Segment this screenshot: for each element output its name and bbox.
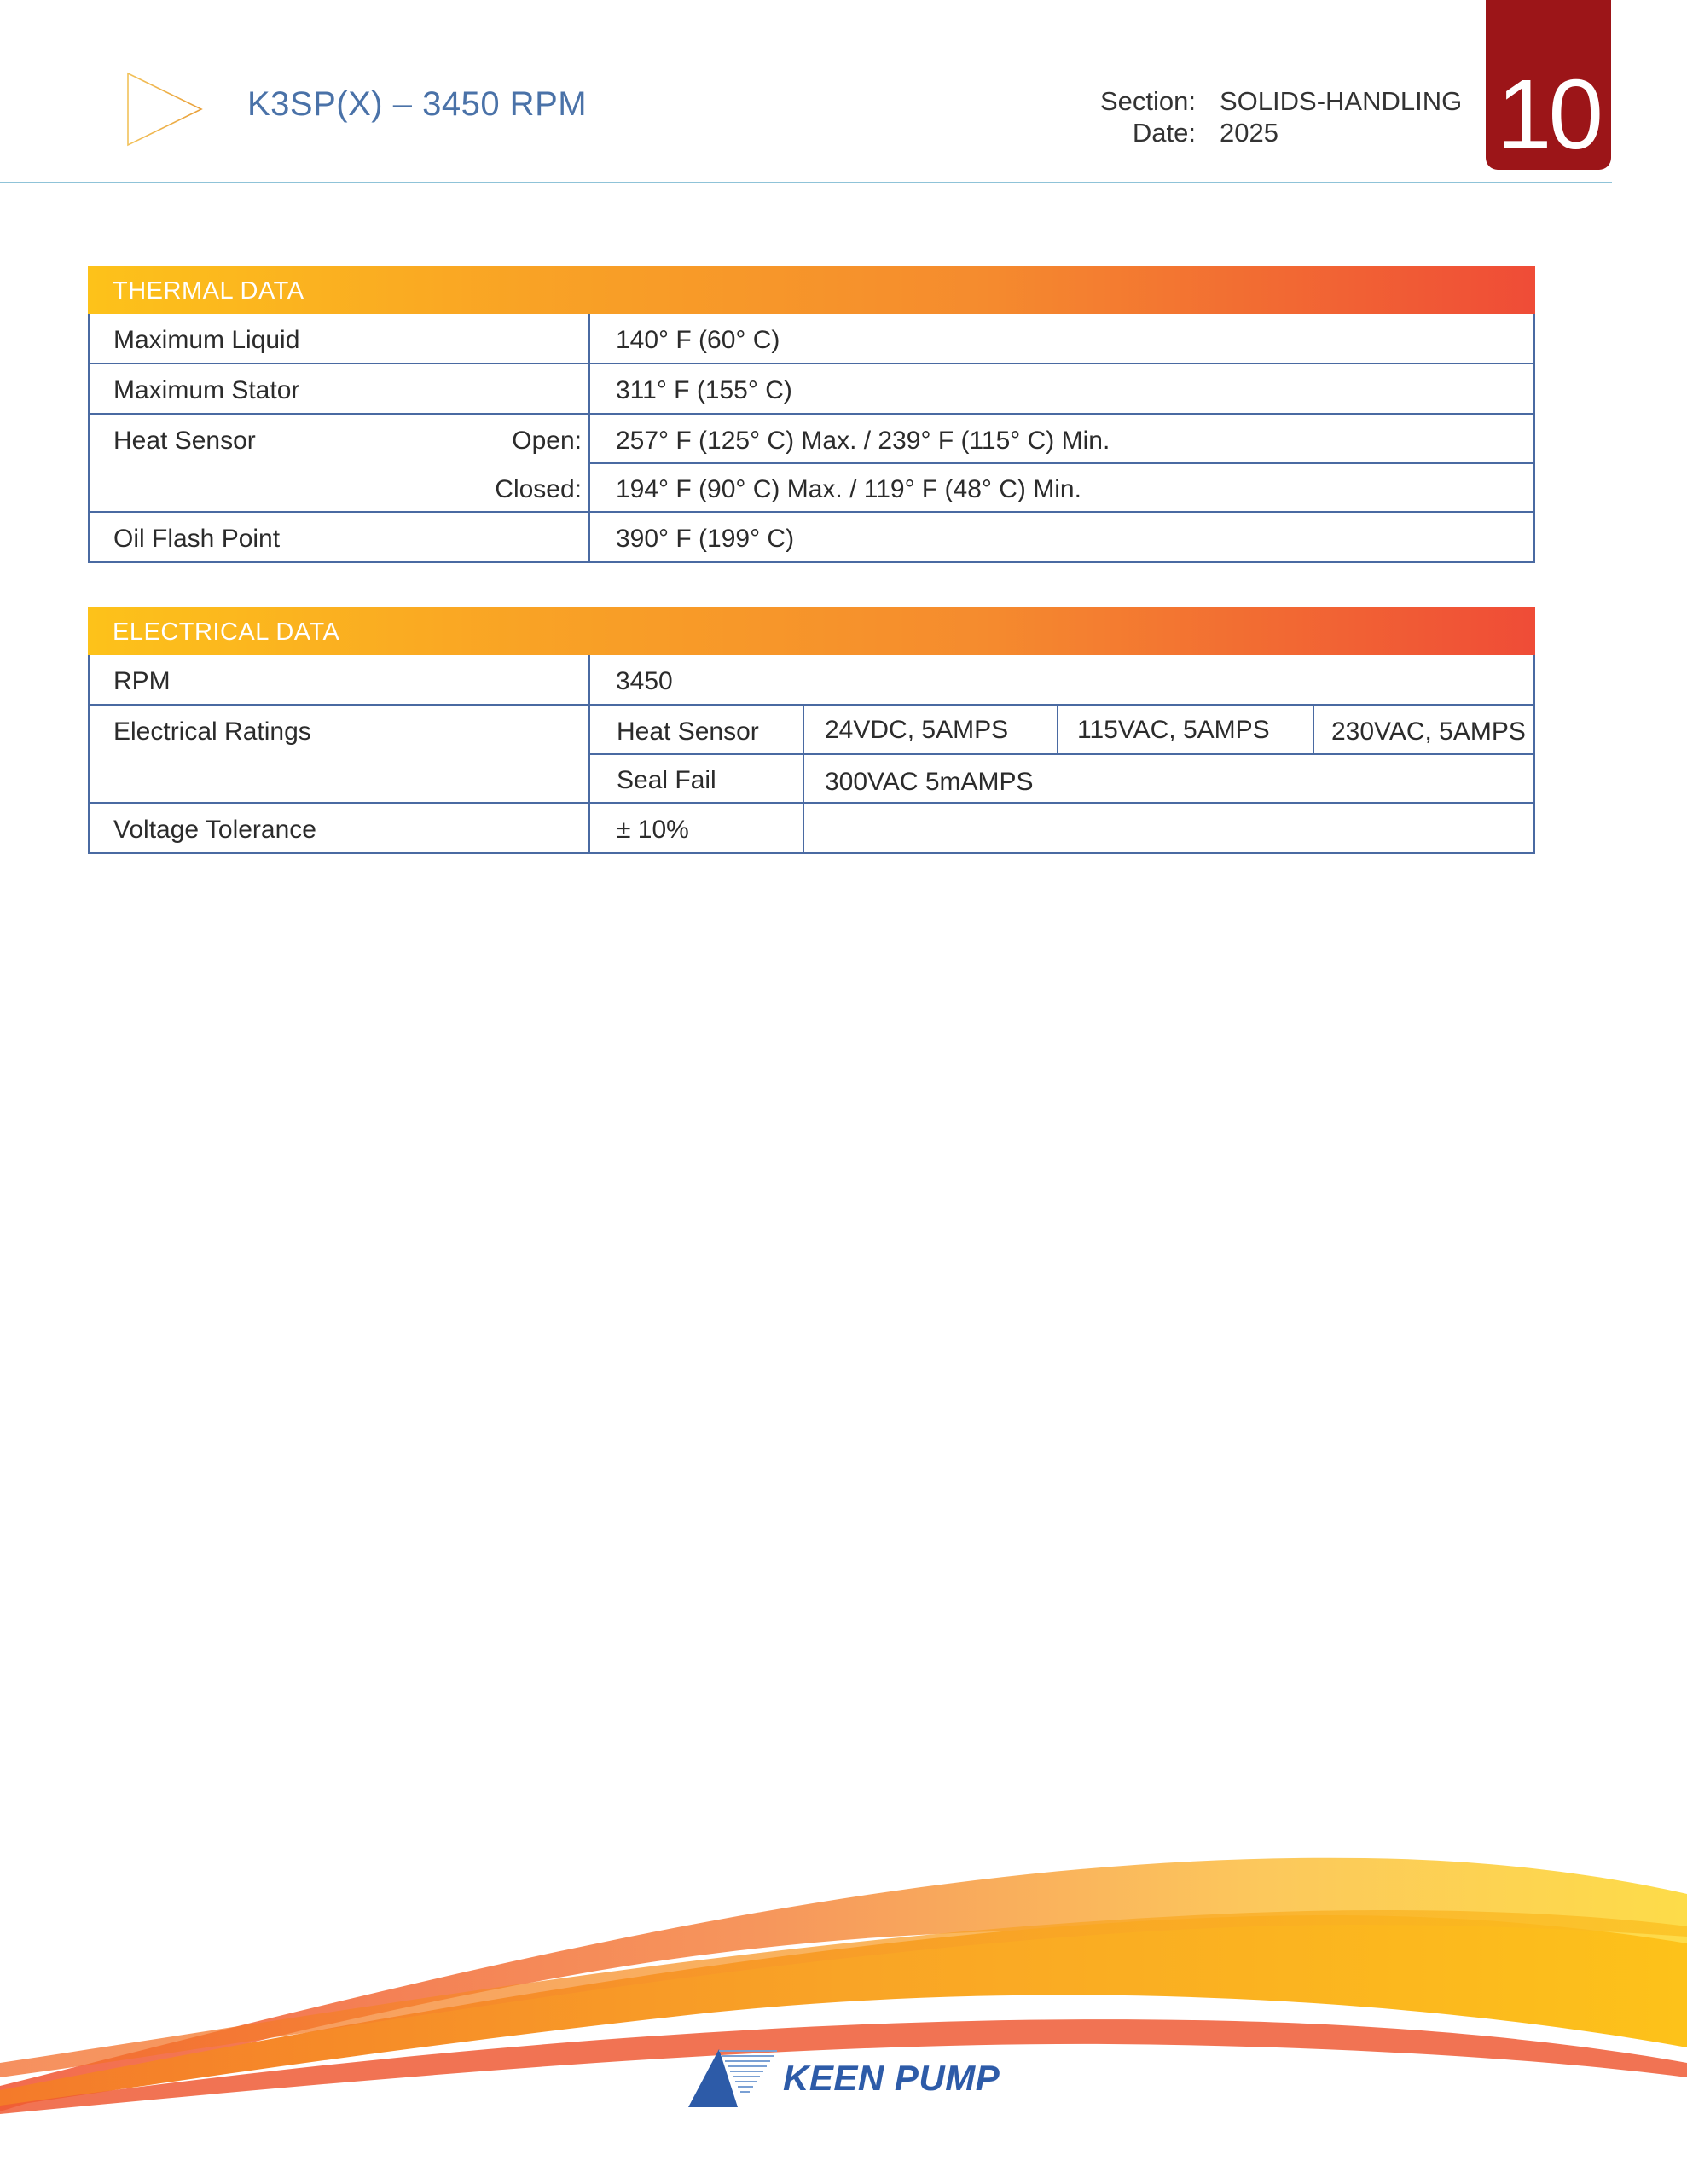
table-row: [88, 655, 1535, 706]
closed-value: 194° F (90° C) Max. / 119° F (48° C) Min.: [616, 475, 1081, 503]
row-label: Oil Flash Point: [113, 525, 281, 553]
thermal-data-table: [88, 266, 1535, 563]
document-title: K3SP(X) – 3450 RPM: [247, 85, 588, 123]
row-label: Voltage Tolerance: [113, 816, 316, 844]
row-value: 311° F (155° C): [616, 376, 792, 404]
section-number-badge: [1486, 0, 1611, 170]
meta-values: [1220, 85, 1462, 148]
table-row: [88, 364, 1535, 415]
voltage-value: ± 10%: [617, 816, 689, 844]
heat-sensor-rating: 24VDC, 5AMPS: [825, 716, 1009, 744]
date-value: 2025: [1220, 118, 1278, 148]
triangle-lines-icon: [126, 72, 203, 147]
table-row: [88, 415, 1535, 513]
open-label: Open:: [512, 427, 582, 455]
table-row: [88, 706, 1535, 804]
section-number: 10: [1496, 59, 1601, 170]
thermal-data-heading: THERMAL DATA: [88, 266, 1535, 314]
electrical-data-table: [88, 607, 1535, 854]
table-row: [88, 513, 1535, 563]
keen-pump-logo-icon: [687, 2048, 780, 2109]
header-divider: [0, 182, 1612, 183]
section-value: SOLIDS-HANDLING: [1220, 86, 1463, 116]
row-label: Maximum Stator: [113, 376, 300, 404]
cell-divider: [803, 804, 804, 852]
closed-label: Closed:: [495, 475, 582, 503]
meta-labels: [1058, 85, 1196, 148]
seal-fail-value: 300VAC 5mAMPS: [825, 768, 1034, 796]
rpm-value: 3450: [616, 667, 673, 695]
brand-name: KEEN PUMP: [783, 2058, 1000, 2098]
row-value: 390° F (199° C): [616, 525, 795, 553]
row-value: 140° F (60° C): [616, 326, 780, 354]
electrical-data-heading: ELECTRICAL DATA: [88, 607, 1535, 655]
heat-sensor-label: Heat Sensor: [617, 717, 759, 746]
page-header: [0, 0, 1687, 184]
date-label: Date:: [1132, 118, 1196, 148]
heat-sensor-rating: 230VAC, 5AMPS: [1331, 717, 1526, 746]
table-row: [88, 804, 1535, 854]
row-label: Maximum Liquid: [113, 326, 300, 354]
row-label: RPM: [113, 667, 171, 695]
seal-fail-label: Seal Fail: [617, 766, 716, 794]
open-value: 257° F (125° C) Max. / 239° F (115° C) Min.: [616, 427, 1110, 455]
table-row: [88, 314, 1535, 364]
section-label: Section:: [1099, 86, 1196, 116]
row-label: Electrical Ratings: [113, 717, 311, 746]
heat-sensor-rating: 115VAC, 5AMPS: [1077, 716, 1270, 744]
row-label: Heat Sensor: [113, 427, 256, 455]
